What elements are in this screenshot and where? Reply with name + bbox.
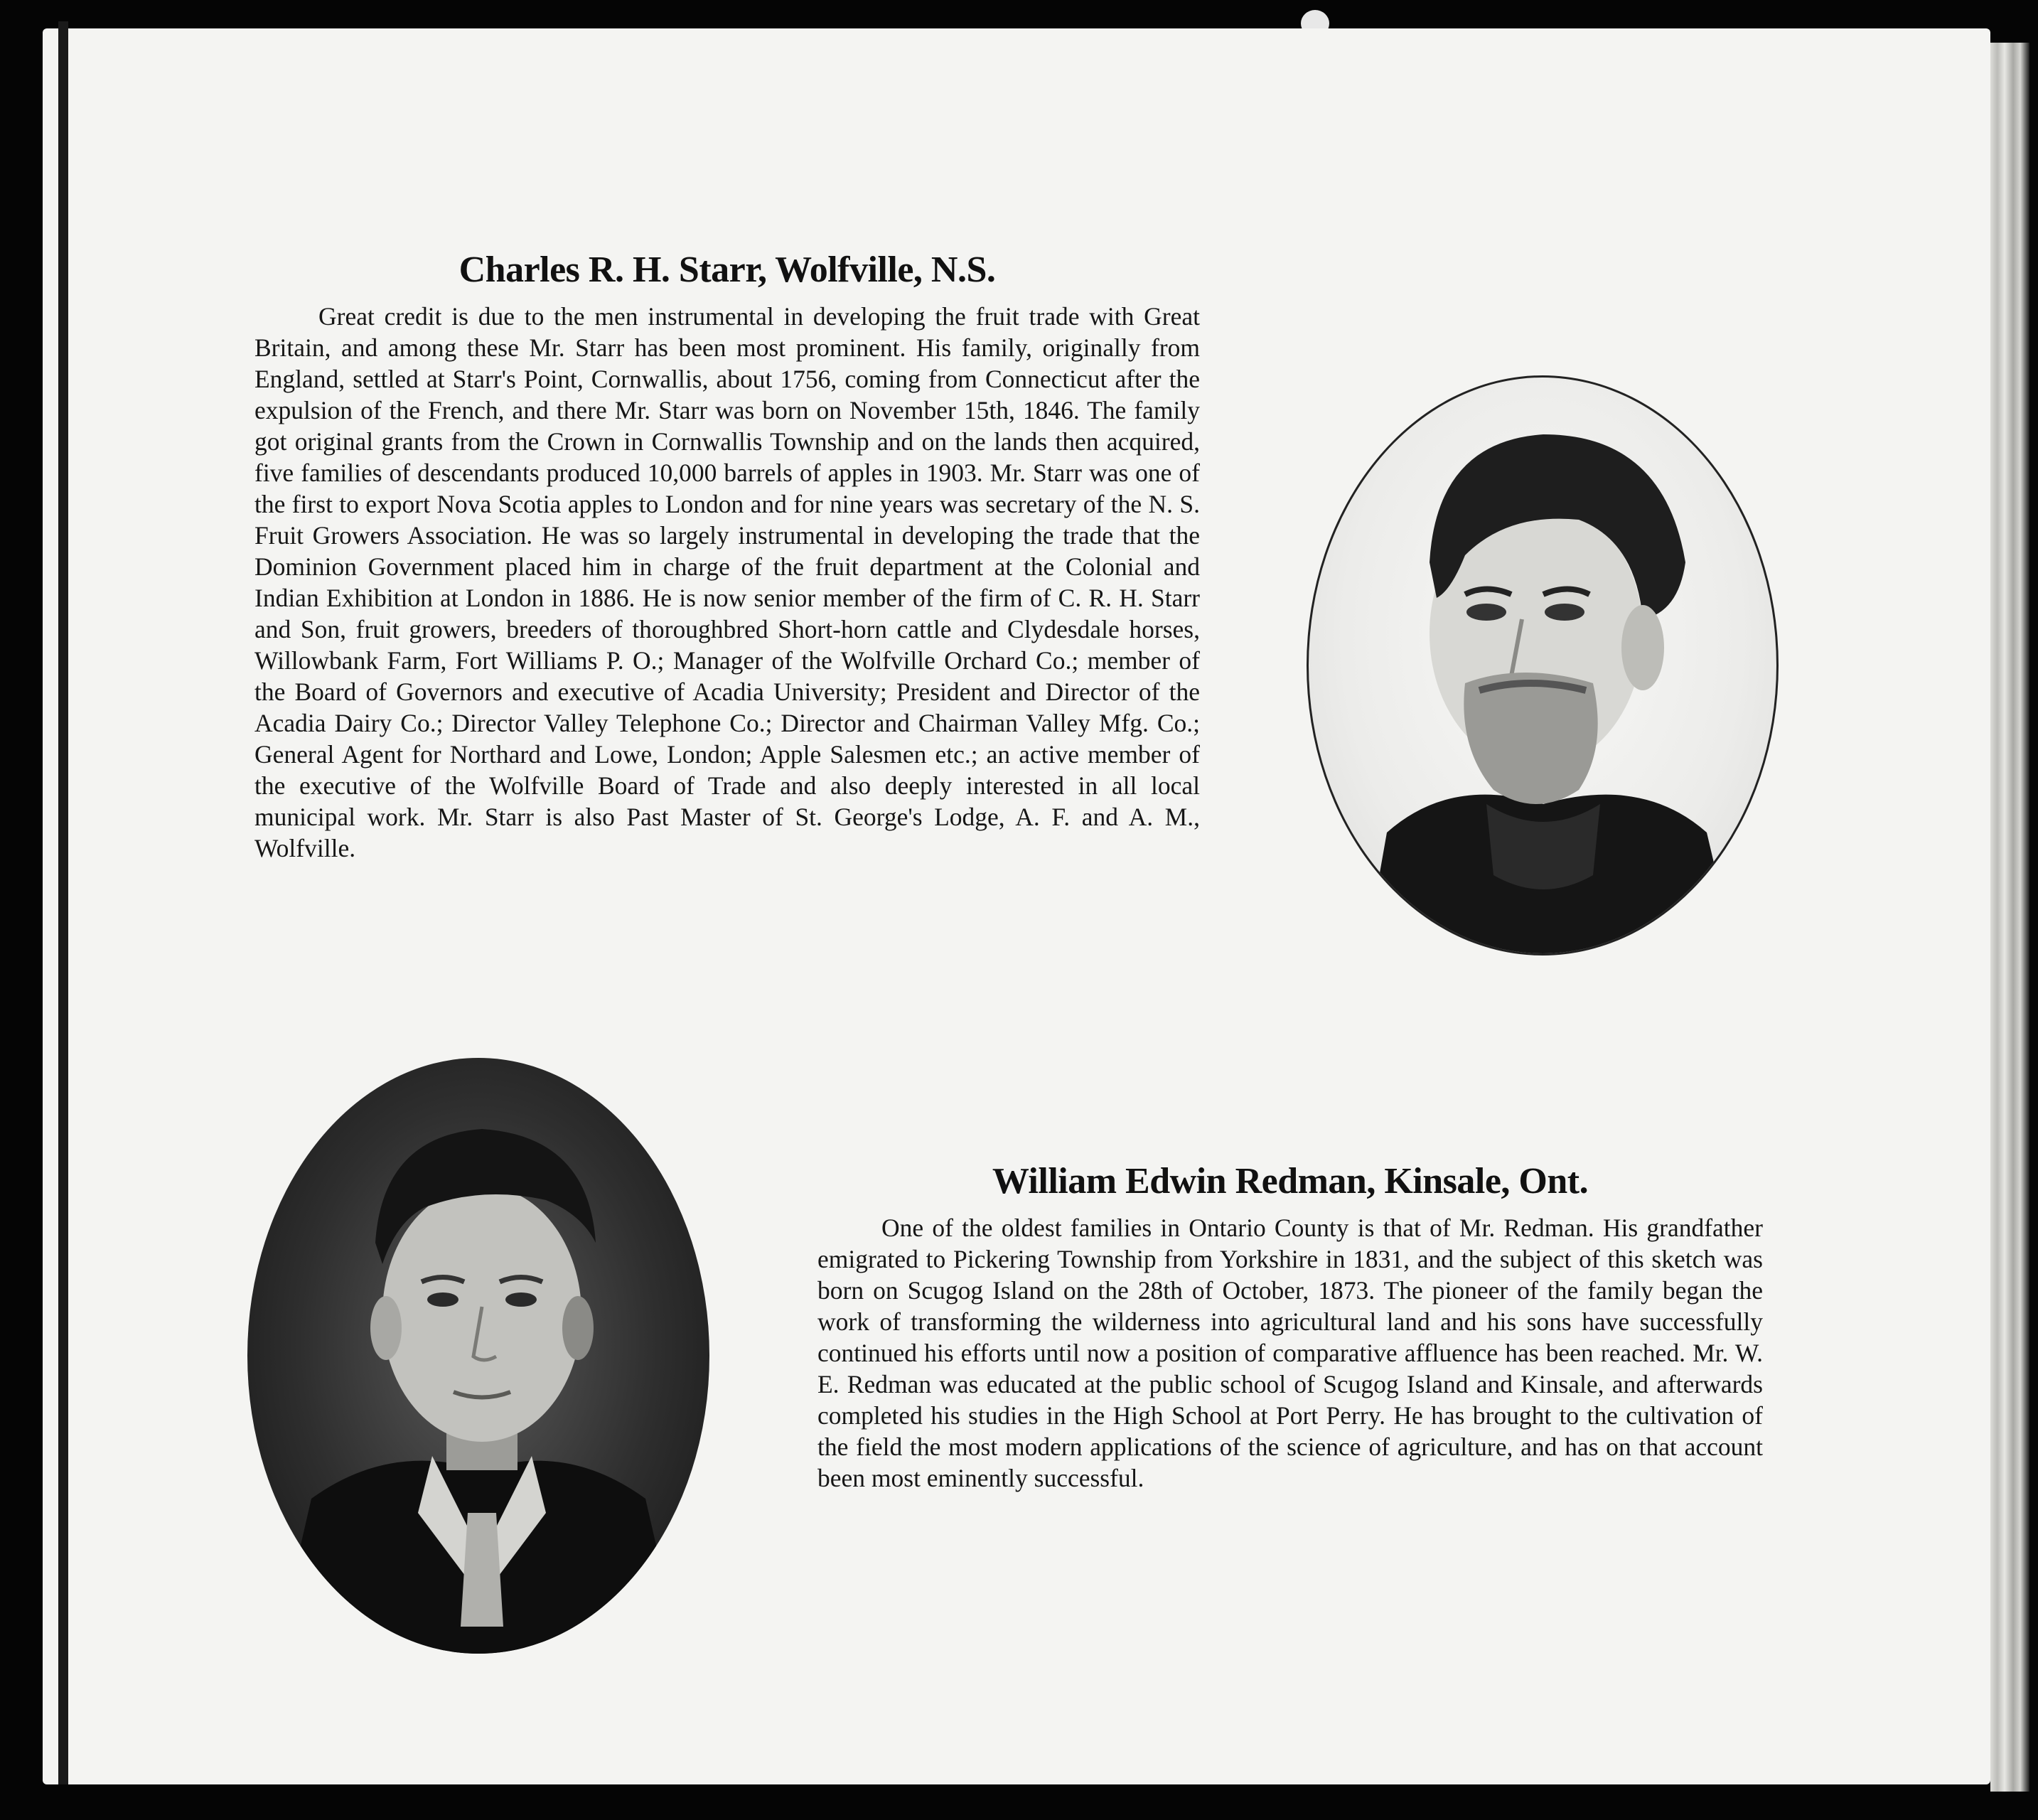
biography-heading: William Edwin Redman, Kinsale, Ont. [992,1161,1589,1201]
biography-text: One of the oldest families in Ontario County is that of Mr. Redman. His grandfather emigrated to Pickering Township from Yorkshire in 1831, and the subject of this sketch was born on Scugog Island on the 28th of October, 1873. The pioneer of the family began the work of transforming the wilderness into agricultural land and his sons have successfully continued his efforts until now a position of comparative affluence has been reached. Mr. W. E. Redman was educated at the public school of Scugog Island and Kinsale, and afterwards completed his studies in the High School at Port Perry. He has brought to the cultivation of the field the most modern applications of the science of agriculture, and has on that account been most eminently successful. [817,1214,1763,1492]
portrait-redman-photo [247,1058,709,1654]
biography-heading: Charles R. H. Starr, Wolfville, N.S. [458,250,996,290]
portrait-photo-icon [247,1058,709,1654]
page-right-edge [1990,43,2029,1792]
biography-redman [817,1160,1763,1494]
biography-starr [254,249,1200,864]
portrait-photo-icon [1309,378,1776,953]
portrait-starr-photo [1307,375,1779,956]
biography-text: Great credit is due to the men instrumental in developing the fruit trade with Great Britain, and among these Mr. Starr has been most prominent. His family, originally from England, settled at Starr's Point, Cornwallis, about 1756, coming from Connecticut after the expulsion of the French, and there Mr. Starr was born on November 15th, 1846. The family got original grants from the Crown in Cornwallis Township and on the lands then acquired, five families of descendants produced 10,000 barrels of apples in 1903. Mr. Starr was one of the first to export Nova Scotia apples to London and for nine years was secretary of the N. S. Fruit Growers Association. He was so largely instrumental in developing the trade that the Dominion Government placed him in charge of the fruit department at the Colonial and Indian Exhibition at London in 1886. He is now senior member of the firm of C. R. H. Starr and Son, fruit growers, breeders of thoroughbred Short-horn cattle and Clydesdale horses, Willowbank Farm, Fort Williams P. O.; Manager of the Wolfville Orchard Co.; member of the Board of Governors and executive of Acadia University; President and Director of the Acadia Dairy Co.; Director Valley Telephone Co.; Director and Chairman Valley Mfg. Co.; General Agent for Northard and Lowe, London; Apple Salesmen etc.; an active member of the executive of the Wolfville Board of Trade and also deeply interested in all local municipal work. Mr. Starr is also Past Master of St. George's Lodge, A. F. and A. M., Wolfville. [254,302,1200,862]
page-left-edge [58,21,68,1784]
